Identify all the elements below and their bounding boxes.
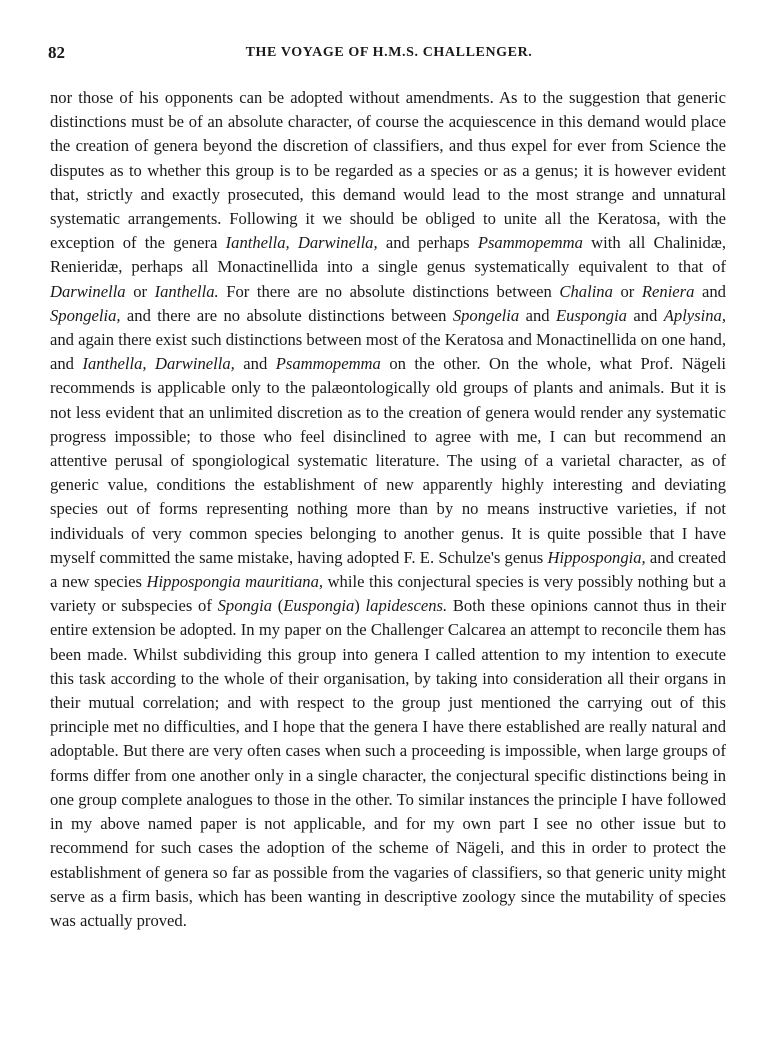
page-header: [48, 43, 730, 67]
running-title: THE VOYAGE OF H.M.S. CHALLENGER.: [245, 45, 533, 60]
species-epithet: lapidescens.: [365, 596, 448, 616]
text-run: on the other. On the whole, what Prof. Nägeli recommends is applicable only to the palæontologically old groups of plants and animals. But it is not less evident that an unlimited discretion as to the creation of genera would render any systematic progress impossible; to those who feel disinclined to agree with me, I can but recommend an attentive perusal of spongiological systematic literature. The using of a varietal character, as of generic value, conditions the establishment of new apparently highly interesting and deviating species out of forms representing nothing more than by no means instructive varieties, if not individuals of very common species belonging to another genus. It is quite possible that I have myself committed the same mistake, having adopted F. E. Schulze's genus: [50, 354, 726, 567]
genus-name: Euspongia: [283, 596, 355, 616]
genus-name: Spongia: [217, 596, 273, 616]
text-run: nor those of his opponents can be adopted without amendments. As to the suggestion that generic distinctions must be of an absolute character, of course the acquiescence in this demand would place the creation of genera beyond the discretion of classifiers, and thus expel for ever from Science the disputes as to whether this group is to be regarded as a species or as a genus; it is however evident that, strictly and exactly prosecuted, this demand would lead to the most strange and unnatural systematic arrangements. Following it we should be obliged to unite all the Keratosa, with the exception of the genera: [50, 88, 726, 253]
genus-name: Psammopemma: [477, 233, 583, 253]
genus-name: Reniera: [641, 281, 695, 301]
text-run: For there are no absolute distinctions between: [226, 281, 552, 301]
genus-name: Aplysina,: [663, 305, 726, 325]
open-paren: (: [277, 596, 284, 616]
text-run: or: [620, 281, 635, 301]
text-run: and created a new species: [50, 547, 726, 592]
genus-name: Chalina: [559, 281, 613, 301]
page-number: 82: [48, 43, 65, 62]
genus-name: Spongelia,: [50, 305, 121, 325]
text-run: and again there exist such distinctions between most of the Keratosa and Monactinellida on one hand, and: [50, 330, 726, 374]
text-run: Both these opinions cannot thus in their entire extension be adopted. In my paper on the Challenger Calcarea an attempt to reconcile them has been made. Whilst subdividing this group into genera I called attention to my intention to execute this task according to the whole of their organisation, by taking into consideration all their organs in their mutual correlation; and with respect to the group just mentioned the carrying out of this principle met no difficulties, and I hope that the genera I have there established are really natural and adoptable. But there are very often cases when such a proceeding is impossible, when large groups of forms differ from one another only in a single character, the conjectural specific distinctions being in one group complete analogues to those in the other. To similar instances the principle I have followed in my above named paper is not applicable, and for my own part I see no other issue but to recommend for such cases the adoption of the scheme of Nägeli, and this in order to protect the establishment of genera so far as possible from the vagaries of classifiers, so that generic unity might serve as a firm basis, which has been wanting in descriptive zoology since the mutability of species was actually proved.: [50, 596, 726, 930]
genus-name: Euspongia: [555, 305, 627, 325]
text-run: with all Chalinidæ, Renieridæ, perhaps all Monactinellida into a single genus systematically equivalent to that of: [50, 233, 726, 277]
text-run: and there are no absolute distinctions between: [126, 305, 447, 325]
text-run: and: [633, 305, 658, 325]
body-paragraph: [50, 86, 726, 933]
genus-name: Ianthella, Darwinella,: [225, 233, 378, 253]
text-run: and: [243, 354, 268, 374]
species-name: Hippospongia mauritiana,: [146, 572, 324, 592]
genus-name: Psammopemma: [275, 354, 381, 374]
close-paren: ): [354, 596, 360, 616]
text-run: and perhaps: [385, 233, 470, 253]
text-run: and: [702, 281, 726, 301]
text-run: while this conjectural species is very possibly nothing but a variety or subspecies of: [50, 572, 727, 616]
genus-name: Ianthella.: [154, 281, 219, 301]
genus-name: Hippospongia,: [547, 547, 646, 567]
genus-name: Darwinella: [50, 281, 126, 301]
text-run: and: [525, 305, 550, 325]
genus-name: Ianthella, Darwinella,: [82, 354, 235, 374]
genus-name: Spongelia: [452, 305, 520, 325]
text-run: or: [133, 281, 148, 301]
